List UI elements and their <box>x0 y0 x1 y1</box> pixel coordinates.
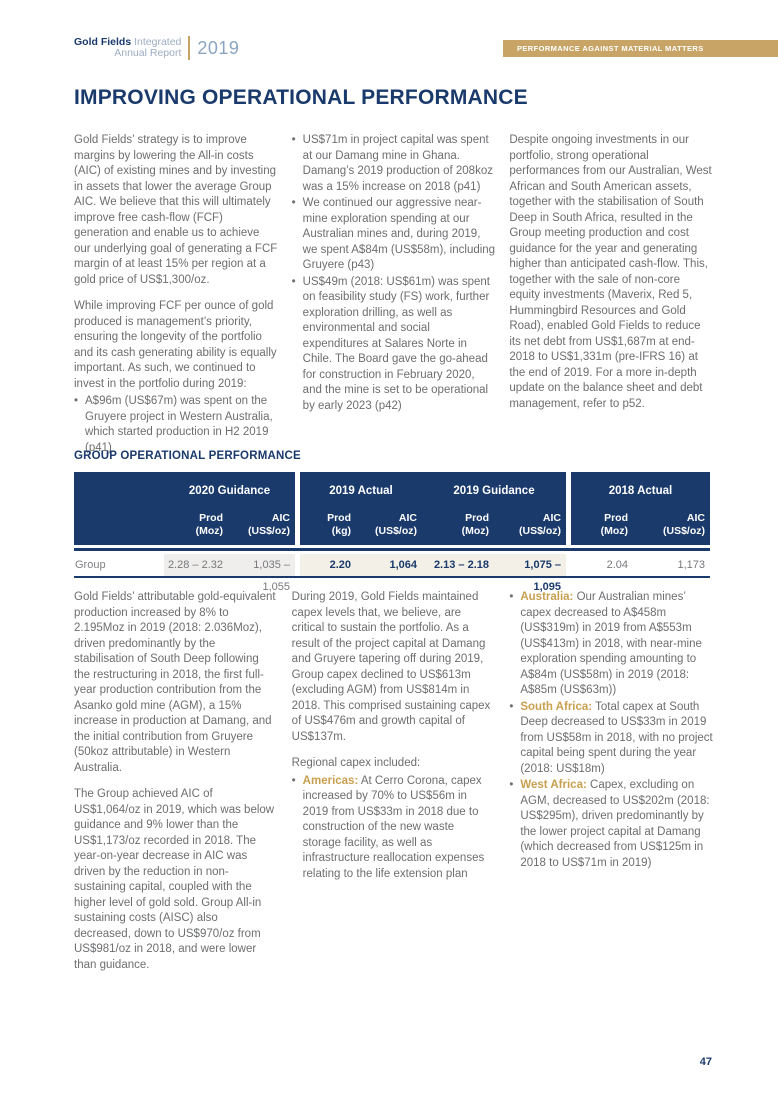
bullet-icon: • <box>509 700 514 713</box>
bullet-list <box>509 590 713 871</box>
paragraph: Gold Fields’ attributable gold-equivalent production increased by 8% to 2.195Moz in 2019 (2018: 2.036Moz), driven predominantly by the stabilisation of South Deep following the restructuring in 2018, the first full-year production contribution from the Asanko gold mine (AGM), a 15% increase in production at Damang, and the initial contribution from Gruyere (50koz attributable) in Western Australia. <box>74 591 276 774</box>
cell-2019-guidance-prod: 2.13 – 2.18 <box>422 554 494 576</box>
list-item: • We continued our aggressive near-mine exploration spending at our Australian mines and, during 2019, we spent A$84m (US$58m), including Gruyere (p43) <box>291 197 496 271</box>
cell-2020-guidance-aic: 1,035 – 1,055 <box>228 554 295 576</box>
cell-2019-guidance-aic: 1,075 – 1,095 <box>494 554 566 576</box>
column-group-label: 2020 Guidance <box>188 485 271 497</box>
column-header: AIC (US$/oz) <box>519 512 561 537</box>
group-operational-performance-table <box>74 472 710 593</box>
column-header: Prod (Moz) <box>461 512 489 537</box>
paragraph: Gold Fields’ strategy is to improve margins by lowering the All-in costs (AIC) of existing mines and by investing in assets that lower the average Group AIC. We believe that this will ultimately improve free cash-flow (FCF) generation and enable us to achieve our underlying goal of generating a FCF margin of at least 15% per region at a gold price of US$1,300/oz. <box>74 134 278 286</box>
header-block-2019 <box>300 472 566 545</box>
bullet-list <box>292 774 496 883</box>
brand-sub-annual-report: Annual Report <box>114 47 182 59</box>
region-label: Americas: <box>302 774 359 787</box>
logo-divider-bar <box>188 36 190 60</box>
section-banner: PERFORMANCE AGAINST MATERIAL MATTERS <box>503 40 778 57</box>
intro-columns <box>74 133 713 457</box>
column-group-label: 2018 Actual <box>608 485 673 497</box>
cell-2019-actual-prod: 2.20 <box>300 554 356 576</box>
table-title: GROUP OPERATIONAL PERFORMANCE <box>74 450 301 462</box>
intro-column-1 <box>74 133 278 457</box>
gold-fields-logo <box>74 36 239 60</box>
intro-column-3 <box>509 133 713 457</box>
list-item: • West Africa: Capex, excluding on AGM, decreased to US$202m (2018: US$295m), driven predominantly by the lower project capital at Damang (which decreased from US$125m in 2018 to US$71m in 2019) <box>509 779 710 869</box>
cell-2018-actual-prod: 2.04 <box>606 559 628 571</box>
bullet-icon: • <box>291 275 296 288</box>
list-item: • US$49m (2018: US$61m) was spent on feasibility study (FS) work, further exploration drilling, as well as environmental and social expenditures at Salares Norte in Chile. The Board gave the go-ahead for construction in February 2020, and the mine is set to be operational by early 2023 (p42) <box>291 275 490 412</box>
paragraph: Regional capex included: <box>291 757 421 769</box>
bullet-icon: • <box>291 197 296 209</box>
paragraph: Despite ongoing investments in our portfolio, strong operational performances from our Australian, West African and South American assets, together with the stabilisation of South Deep in South Africa, resulted in the Group meeting production and cost guidance for the year and generating higher than anticipated cash-flow. This, together with the sale of non-core equity investments (Maverix, Red 5, Hummingbird Resources and Gold Road), enabled Gold Fields to reduce its net debt from US$1,687m at end-2018 to US$1,331m (pre-IFRS 16) at the end of 2019. For a more in-depth update on the balance sheet and debt management, refer to p52. <box>509 134 712 410</box>
bullet-icon: • <box>74 395 79 407</box>
logo-text <box>74 37 181 59</box>
table-row <box>74 554 710 593</box>
bullet-list <box>292 133 496 414</box>
bullet-icon: • <box>291 774 296 787</box>
intro-column-2 <box>292 133 496 457</box>
list-item: • Australia: Our Australian mines’ capex decreased to A$458m (US$319m) in 2019 from A$553m (US$413m) in 2018, with near-mine exploration spending amounting to A$84m (US$58m) in 2019 (2018: A$85m (US$63m)) <box>509 591 702 696</box>
list-item: • South Africa: Total capex at South Deep decreased to US$33m in 2019 from US$58m in 2018, with no project capital being spent during the year (2018: US$18m) <box>509 700 713 775</box>
region-label: Australia: <box>520 591 574 603</box>
row-label: Group <box>75 559 106 571</box>
logo-year: 2019 <box>197 37 240 58</box>
region-label: West Africa: <box>520 779 587 791</box>
brand-sub-integrated: Integrated <box>134 36 182 48</box>
column-header: Prod (Moz) <box>600 512 628 537</box>
bullet-list <box>74 394 278 456</box>
page-title: IMPROVING OPERATIONAL PERFORMANCE <box>74 86 528 109</box>
column-header: AIC (US$/oz) <box>663 512 705 537</box>
list-item: • US$71m in project capital was spent at our Damang mine in Ghana. Damang’s 2019 production of 208koz was a 15% increase on 2018 (p41) <box>291 134 493 193</box>
column-header: Prod (kg) <box>327 512 351 537</box>
bullet-icon: • <box>291 134 296 146</box>
table-bottom-rule <box>74 576 710 578</box>
column-group-label: 2019 Guidance <box>453 485 535 497</box>
cell-2019-actual-aic: 1,064 <box>356 554 422 576</box>
header-block-2018-actual <box>571 472 710 545</box>
analysis-column-1 <box>74 590 278 984</box>
list-item: • Americas: At Cerro Corona, capex increased by 70% to US$56m in 2019 from US$33m in 2018 due to construction of the new waste storage facility, as well as infrastructure reallocation expenses relating to the life extension plan <box>291 774 485 880</box>
region-label: South Africa: <box>520 700 593 713</box>
cell-2020-guidance-prod: 2.28 – 2.32 <box>164 554 228 576</box>
column-header: AIC (US$/oz) <box>248 512 290 537</box>
bullet-icon: • <box>509 779 514 791</box>
paragraph: While improving FCF per ounce of gold produced is management’s priority, ensuring the longevity of the portfolio and its cash generating ability is equally important. As such, we continued to invest in the portfolio during 2019: <box>74 300 277 390</box>
analysis-column-3 <box>509 590 713 984</box>
brand-name: Gold Fields <box>74 36 132 48</box>
paragraph: During 2019, Gold Fields maintained capex levels that, we believe, are critical to sustain the portfolio. As a result of the project capital at Damang and Gruyere tapering off during 2019, Group capex declined to US$613m (excluding AGM) from US$814m in 2018. This comprised sustaining capex of US$476m and growth capital of US$137m. <box>291 591 491 743</box>
paragraph: The Group achieved AIC of US$1,064/oz in 2019, which was below guidance and 9% lower than the US$1,173/oz recorded in 2018. The year-on-year decrease in AIC was driven by the reduction in non-sustaining capital, coupled with the higher level of gold sold. Group All-in sustaining costs (AISC) also decreased, down to US$970/oz from US$981/oz in 2018, and were lower than guidance. <box>74 788 275 971</box>
column-header: AIC (US$/oz) <box>375 512 417 537</box>
analysis-column-2 <box>292 590 496 984</box>
list-item: • A$96m (US$67m) was spent on the Gruyere project in Western Australia, which started production in H2 2019 (p41) <box>74 395 273 454</box>
column-header: Prod (Moz) <box>195 512 223 537</box>
header-block-2020-guidance <box>74 472 295 545</box>
analysis-columns <box>74 590 713 984</box>
page-number: 47 <box>699 1056 712 1068</box>
cell-2018-actual-aic: 1,173 <box>677 559 705 571</box>
bullet-icon: • <box>509 591 514 603</box>
column-group-label: 2019 Actual <box>329 485 393 497</box>
table-divider <box>74 548 710 551</box>
table-header <box>74 472 710 545</box>
